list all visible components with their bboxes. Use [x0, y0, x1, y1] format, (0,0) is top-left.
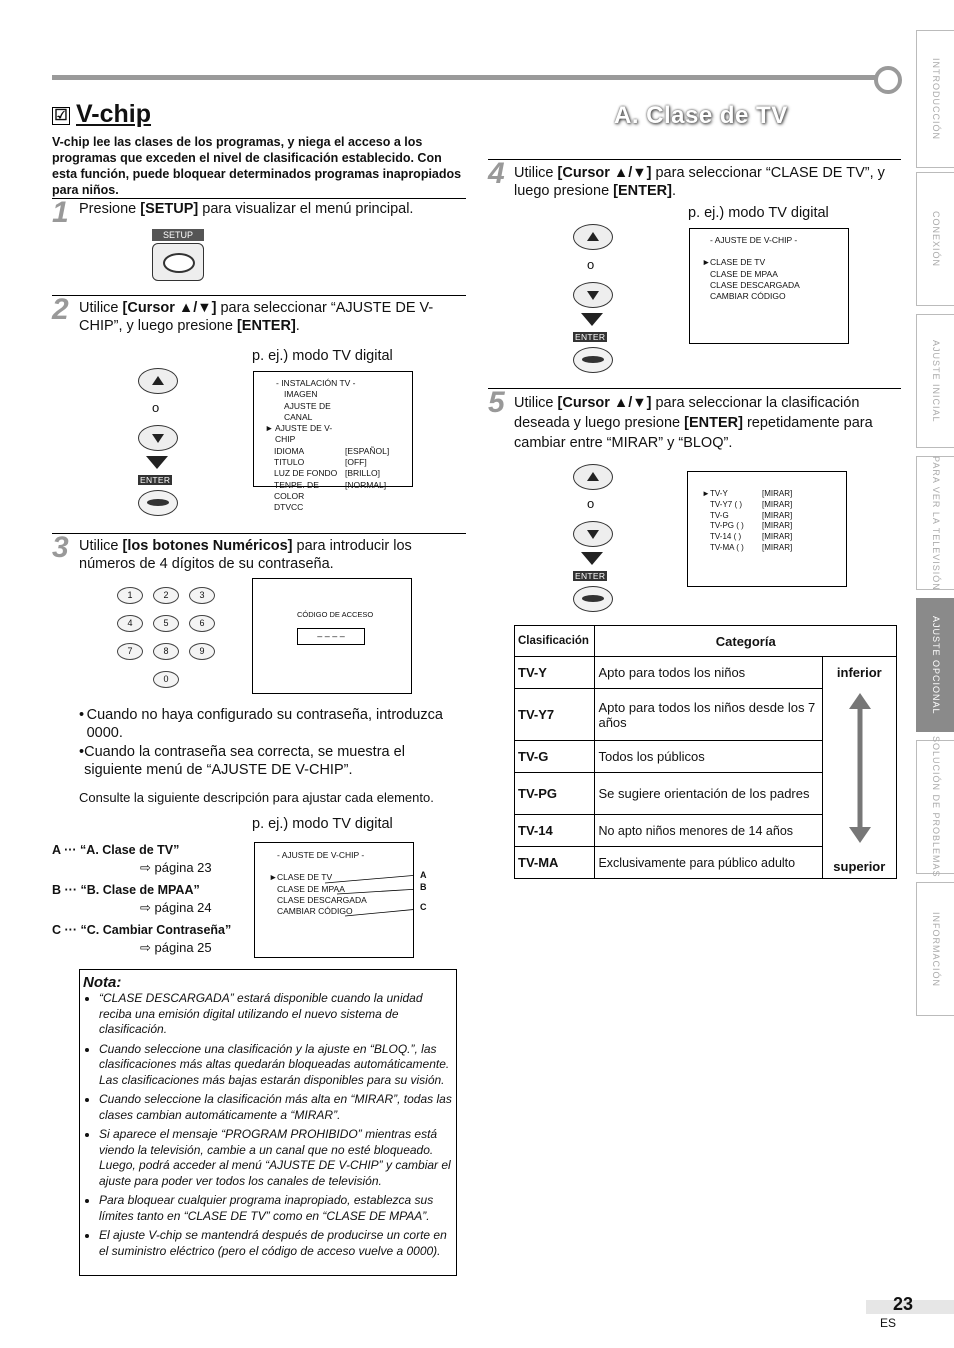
- numkey-8[interactable]: 8: [153, 643, 179, 660]
- step1-rule: [52, 198, 466, 199]
- step5-text: [514, 393, 902, 453]
- bullet-item: • Cuando no haya configurado su contraseña, introduzca 0000.: [79, 707, 443, 741]
- setup-row: IDIOMA [ESPAÑOL]: [274, 445, 390, 456]
- double-arrow-icon: [847, 691, 873, 845]
- step1-text: [79, 200, 464, 218]
- label-inferior: inferior: [836, 665, 882, 680]
- ref-a[interactable]: A ··· “A. Clase de TV”: [52, 843, 180, 857]
- step4-bold2: [ENTER]: [613, 183, 672, 199]
- numkey-3[interactable]: 3: [189, 587, 215, 604]
- table-row: TV-G Todos los públicos: [515, 741, 897, 773]
- code-label: CÓDIGO DE ACCESO: [297, 610, 374, 619]
- enter-label: ENTER: [575, 332, 606, 342]
- numkey-9[interactable]: 9: [189, 643, 215, 660]
- ratings-row[interactable]: TV-G [MIRAR]: [710, 510, 793, 520]
- step4-remote: [571, 222, 615, 377]
- header-rule: [52, 75, 882, 80]
- arrow-right-icon: ⇨: [140, 860, 151, 875]
- setup-row: TENPE. DE COLOR [NORMAL]: [274, 479, 387, 501]
- step5-rule: [488, 388, 901, 389]
- consult-text: Consulte la siguiente descripción para ajustar cada elemento.: [79, 790, 434, 805]
- step5-pre: Utilice: [514, 395, 558, 411]
- ref-c[interactable]: C ··· “C. Cambiar Contraseña”: [52, 923, 232, 937]
- label-superior: superior: [833, 859, 886, 874]
- clase-screen-items: ►CLASE DE TV CLASE DE MPAA CLASE DESCARGADA CAMBIAR CÓDIGO: [702, 257, 800, 302]
- nota-item: • El ajuste V-chip se mantendrá después de producirse un corte en el suministro eléctrico (pero el código de acceso vuelve a 0000).: [99, 1228, 452, 1259]
- step4-number: 4: [488, 157, 505, 190]
- nota-item: • Si aparece el mensaje “PROGRAM PROHIBIDO” mientras está viendo la televisión, cambie a un canal que no esté bloqueado. Luego, podrá acceder al menú “AJUSTE DE V-CHIP” y cambiar el ajuste para poder ver todos los canales de televisión.: [99, 1127, 452, 1189]
- arrow-down-icon: [581, 552, 603, 565]
- step2-post: .: [295, 318, 300, 334]
- numkey-6[interactable]: 6: [189, 615, 215, 632]
- tab-ajuste-inicial[interactable]: AJUSTE INICIAL: [916, 314, 954, 448]
- vchip-leader-lines: [255, 843, 413, 957]
- table-row: TV-Y Apto para todos los niños inferior superior: [515, 657, 897, 689]
- reference-list: A ··· “A. Clase de TV” ⇨ página 23 B ··· “B. Clase de MPAA” ⇨ página 24 C ··· “C. Cambiar Contraseña” ⇨ página 25: [52, 841, 252, 957]
- cursor-up-button[interactable]: [138, 368, 178, 394]
- step1-number: 1: [52, 196, 69, 229]
- tab-para-ver-la-television[interactable]: PARA VER LA TELEVISIÓN: [916, 456, 954, 590]
- step2-number: 2: [52, 293, 69, 326]
- vchip-screen: [254, 842, 414, 958]
- ratings-row[interactable]: TV-PG ( ) [MIRAR]: [710, 521, 793, 531]
- numeric-keypad: [115, 585, 225, 690]
- step5-bold2: [ENTER]: [684, 415, 743, 431]
- step4-bold1: [Cursor ▲/▼]: [557, 165, 652, 181]
- step4-mid: para seleccionar “CLASE DE TV”, y luego presione: [514, 165, 885, 199]
- cursor-down-button[interactable]: [573, 282, 613, 308]
- step1-bold: [SETUP]: [140, 201, 199, 217]
- setup-screen-title: - INSTALACIÓN TV -: [276, 378, 356, 388]
- table-row: TV-Y7 Apto para todos los niños desde los 7 años: [515, 689, 897, 741]
- step5-remote: [571, 462, 615, 617]
- tab-ajuste-opcional[interactable]: AJUSTE OPCIONAL: [916, 598, 954, 732]
- setup-row: DTVCC: [274, 502, 304, 513]
- tab-conexion[interactable]: CONEXIÓN: [916, 172, 954, 306]
- numkey-7[interactable]: 7: [117, 643, 143, 660]
- setup-row: TITULO [OFF]: [274, 457, 367, 468]
- or-label: o: [152, 400, 160, 415]
- step4-pre: Utilice: [514, 165, 558, 181]
- header-categoria: Categoría: [595, 626, 897, 657]
- ratings-row[interactable]: TV-MA ( ) [MIRAR]: [710, 542, 793, 552]
- step3-post: para introducir los números de 4 dígitos de su contraseña.: [79, 538, 412, 572]
- step5-number: 5: [488, 386, 505, 419]
- setup-row: IMAGEN: [284, 389, 318, 400]
- step3-text: [79, 537, 464, 573]
- setup-screen: [253, 371, 413, 513]
- enter-button[interactable]: [573, 586, 613, 612]
- vchip-screen-title: - AJUSTE DE V-CHIP -: [277, 850, 365, 860]
- page-number: 23: [893, 1294, 914, 1314]
- step5-post: repetidamente para cambiar entre “MIRAR” y “BLOQ”.: [514, 415, 873, 451]
- step2-pre: Utilice: [79, 300, 123, 316]
- vchip-example: p. ej.) modo TV digital: [252, 816, 393, 832]
- enter-button[interactable]: [138, 490, 178, 516]
- setup-row: ► AJUSTE DE V-CHIP: [265, 423, 333, 445]
- step2-bold1: [Cursor ▲/▼]: [122, 300, 217, 316]
- nota-item: • Cuando seleccione la clasificación más alta en “MIRAR”, todas las clases cambian automáticamente a “MIRAR”.: [99, 1092, 452, 1123]
- setup-screen-rows: [254, 389, 412, 513]
- section-a-title: A. Clase de TV: [614, 102, 788, 129]
- arrow-down-icon: [581, 313, 603, 326]
- nota-item: • “CLASE DESCARGADA” estará disponible cuando la unidad reciba una emisión digital utilizando el nuevo sistema de clasificación.: [99, 991, 452, 1038]
- tab-solucion-de-problemas[interactable]: SOLUCIÓN DE PROBLEMAS: [916, 740, 954, 874]
- step3-bullets: [79, 706, 464, 779]
- step2-mid: para seleccionar “AJUSTE DE V-CHIP”, y luego presione: [79, 300, 434, 334]
- nota-box: [79, 969, 457, 1276]
- bullet-item: • Cuando la contraseña sea correcta, se muestra el siguiente menú de “AJUSTE DE V-CHIP”.: [79, 744, 405, 778]
- check-icon: ☑: [52, 107, 70, 125]
- ratings-rows: [688, 472, 846, 554]
- nota-item: • Cuando seleccione una clasificación y la ajuste en “BLOQ.”, las clasificaciones más altas quedarán bloqueadas automáticamente. Las clasificaciones más bajas estarán disponibles para su visión.: [99, 1042, 452, 1089]
- cursor-icon: ►: [702, 489, 710, 498]
- direction-cell: [822, 657, 896, 879]
- cursor-up-button[interactable]: [573, 464, 613, 490]
- table-header-row: [515, 626, 897, 657]
- cursor-up-button[interactable]: [573, 224, 613, 250]
- vchip-title-text: V-chip: [76, 100, 152, 128]
- cursor-down-button[interactable]: [573, 521, 613, 547]
- code-screen: [252, 578, 412, 694]
- nota-list: [80, 991, 456, 1259]
- step2-remote: [136, 366, 180, 521]
- ratings-screen: [687, 471, 847, 587]
- step3-bold: [los botones Numéricos]: [122, 538, 293, 554]
- step1-pre: Presione: [79, 201, 141, 217]
- language-code: ES: [880, 1316, 897, 1330]
- numkey-2[interactable]: 2: [153, 587, 179, 604]
- numkey-0[interactable]: 0: [153, 671, 179, 688]
- code-input[interactable]: – – – –: [297, 628, 365, 645]
- numkey-1[interactable]: 1: [117, 587, 143, 604]
- arrow-right-icon: ⇨: [140, 900, 151, 915]
- setup-label: SETUP: [152, 229, 204, 241]
- table-row: TV-14 No apto niños menores de 14 años: [515, 815, 897, 847]
- nota-title: Nota:: [83, 974, 122, 991]
- step2-example: p. ej.) modo TV digital: [252, 348, 393, 364]
- vchip-letters: A B C: [420, 870, 427, 912]
- setup-button[interactable]: [152, 229, 204, 279]
- setup-row: AJUSTE DE CANAL: [284, 400, 331, 422]
- cursor-icon: ►: [702, 257, 711, 268]
- enter-label: ENTER: [575, 571, 606, 581]
- clase-screen: [689, 228, 849, 344]
- numkey-4[interactable]: 4: [117, 615, 143, 632]
- header-circle: [874, 66, 902, 94]
- vchip-title: [52, 100, 151, 129]
- setup-row: LUZ DE FONDO [BRILLO]: [274, 468, 380, 479]
- cursor-icon: ►: [269, 872, 278, 883]
- header-clasificacion: Clasificación: [515, 626, 595, 657]
- step3-rule: [52, 533, 466, 534]
- numkey-5[interactable]: 5: [153, 615, 179, 632]
- table-row: TV-MA Exclusivamente para público adulto: [515, 847, 897, 879]
- table-row: TV-PG Se sugiere orientación de los padres: [515, 773, 897, 815]
- step4-post: .: [671, 183, 677, 199]
- step3-number: 3: [52, 531, 69, 564]
- step5-bold1: [Cursor ▲/▼]: [557, 395, 652, 411]
- or-label: o: [587, 257, 595, 272]
- arrow-down-icon: [146, 456, 168, 469]
- step2-text: [79, 299, 464, 335]
- ratings-row[interactable]: TV-14 ( ) [MIRAR]: [710, 532, 793, 542]
- intro-text: V-chip lee las clases de los programas, y niega el acceso a los programas que exceden el nivel de clasificación establecido. Con esta función, puede bloquear determinados programas inapropiados para niños.: [52, 135, 462, 197]
- ratings-table: [514, 625, 897, 879]
- clase-screen-title: - AJUSTE DE V-CHIP -: [710, 235, 798, 245]
- tab-introduccion[interactable]: INTRODUCCIÓN: [916, 30, 954, 168]
- ratings-row[interactable]: ► TV-Y [MIRAR]: [702, 489, 793, 498]
- step4-text: [514, 164, 899, 200]
- step5-mid: para seleccionar la clasificación deseada y luego presione: [514, 395, 860, 431]
- step2-bold2: [ENTER]: [236, 318, 296, 334]
- cursor-down-button[interactable]: [138, 425, 178, 451]
- step2-rule: [52, 295, 466, 296]
- ratings-row[interactable]: TV-Y7 ( ) [MIRAR]: [710, 499, 793, 509]
- step4-example: p. ej.) modo TV digital: [688, 205, 829, 221]
- step4-rule: [488, 159, 901, 160]
- nota-item: • Para bloquear cualquier programa inapropiado, establezca sus límites tanto en “CLASE DE TV” como en “CLASE DE MPAA”.: [99, 1193, 452, 1224]
- tab-informacion[interactable]: INFORMACIÓN: [916, 882, 954, 1016]
- or-label: o: [587, 496, 595, 511]
- step3-pre: Utilice: [79, 538, 123, 554]
- ref-b[interactable]: B ··· “B. Clase de MPAA”: [52, 883, 200, 897]
- vchip-screen-items: ►CLASE DE TV CLASE DE MPAA CLASE DESCARGADA CAMBIAR CÓDIGO: [269, 872, 367, 917]
- enter-button[interactable]: [573, 347, 613, 373]
- arrow-right-icon: ⇨: [140, 940, 151, 955]
- enter-label: ENTER: [140, 475, 171, 485]
- step1-post: para visualizar el menú principal.: [198, 201, 414, 217]
